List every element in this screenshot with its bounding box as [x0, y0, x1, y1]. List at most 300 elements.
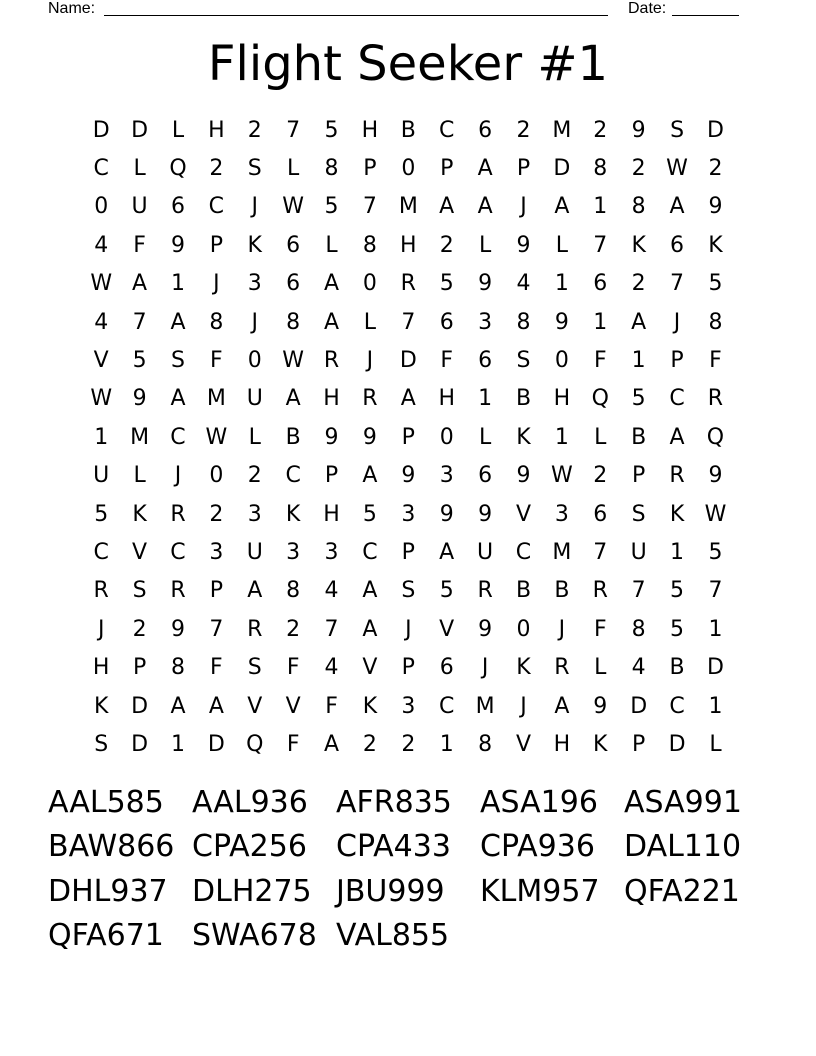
grid-cell: P	[401, 539, 415, 565]
grid-cell: A	[439, 539, 455, 565]
date-label: Date:	[628, 0, 667, 17]
grid-cell: F	[325, 693, 338, 719]
grid-cell: 8	[708, 309, 723, 335]
grid-cell: C	[439, 693, 455, 719]
grid-cell: 8	[286, 309, 301, 335]
grid-cell: 1	[170, 731, 185, 757]
grid-cell: K	[516, 655, 531, 681]
grid-cell: K	[516, 424, 531, 450]
grid-cell: C	[439, 117, 455, 143]
grid-cell: 9	[132, 386, 147, 412]
grid-cell: J	[481, 655, 489, 681]
grid-cell: 4	[324, 655, 339, 681]
grid-cell: F	[593, 348, 607, 374]
grid-cell: Q	[591, 386, 609, 412]
grid-cell: D	[131, 117, 149, 143]
grid-cell: 7	[401, 309, 416, 335]
grid-cell: H	[208, 117, 225, 143]
grid-cell: L	[325, 232, 338, 258]
grid-cell: H	[553, 386, 571, 412]
grid-cell: 9	[170, 616, 185, 642]
grid-cell: J	[366, 348, 374, 374]
grid-cell: 2	[209, 501, 224, 527]
grid-cell: 7	[132, 309, 147, 335]
word-list-item: QFA221	[624, 873, 740, 909]
grid-cell: 2	[362, 731, 377, 757]
word-list-item: SWA678	[192, 918, 317, 954]
grid-cell: 9	[401, 463, 416, 489]
grid-cell: 2	[247, 117, 262, 143]
grid-cell: D	[131, 693, 149, 719]
word-list-item: CPA936	[480, 829, 595, 865]
grid-cell: 6	[439, 309, 454, 335]
grid-cell: W	[282, 194, 305, 220]
grid-cell: 7	[631, 578, 646, 604]
grid-cell: U	[477, 539, 494, 565]
grid-cell: V	[362, 655, 378, 681]
grid-cell: 5	[439, 271, 454, 297]
grid-cell: 5	[324, 117, 339, 143]
grid-cell: 9	[362, 424, 377, 450]
grid-cell: K	[708, 232, 723, 258]
word-list-item: DAL110	[624, 829, 742, 865]
grid-cell: 6	[593, 501, 608, 527]
word-list-item: AAL936	[192, 784, 308, 820]
grid-cell: A	[362, 463, 378, 489]
grid-cell: D	[706, 117, 724, 143]
grid-cell: S	[170, 348, 185, 374]
grid-cell: H	[361, 117, 379, 143]
grid-cell: P	[632, 731, 646, 757]
grid-cell: 9	[593, 693, 608, 719]
word-list-item: QFA671	[48, 918, 164, 954]
grid-cell: R	[247, 616, 263, 642]
grid-cell: M	[552, 539, 572, 565]
grid-cell: U	[246, 386, 263, 412]
grid-cell: F	[709, 348, 722, 374]
grid-cell: R	[323, 348, 340, 374]
grid-cell: 8	[286, 578, 301, 604]
word-list-item: DLH275	[192, 873, 312, 909]
grid-cell: P	[209, 578, 223, 604]
grid-cell: A	[669, 424, 685, 450]
grid-cell: R	[477, 578, 493, 604]
grid-cell: 3	[286, 539, 301, 565]
grid-cell: F	[286, 655, 300, 681]
grid-cell: C	[170, 539, 186, 565]
grid-cell: 6	[670, 232, 685, 258]
grid-cell: P	[132, 655, 147, 681]
grid-cell: A	[247, 578, 263, 604]
word-list-item: KLM957	[480, 873, 600, 909]
grid-cell: J	[558, 616, 566, 642]
grid-cell: P	[632, 463, 646, 489]
grid-cell: A	[669, 194, 685, 220]
grid-cell: 8	[478, 731, 493, 757]
grid-cell: 8	[170, 655, 185, 681]
grid-cell: D	[92, 117, 110, 143]
grid-cell: A	[170, 693, 186, 719]
grid-cell: 5	[631, 386, 646, 412]
grid-cell: L	[478, 232, 492, 258]
grid-cell: A	[362, 616, 378, 642]
grid-cell: 4	[324, 578, 339, 604]
grid-cell: 0	[209, 463, 224, 489]
grid-cell: 5	[439, 578, 454, 604]
grid-cell: 7	[209, 616, 224, 642]
grid-cell: C	[93, 539, 109, 565]
grid-cell: L	[133, 156, 146, 182]
grid-cell: K	[285, 501, 301, 527]
grid-cell: K	[631, 232, 646, 258]
name-field-line	[104, 15, 608, 16]
grid-cell: 3	[247, 271, 262, 297]
grid-cell: 2	[516, 117, 531, 143]
grid-cell: J	[520, 194, 527, 220]
grid-cell: H	[323, 386, 340, 412]
grid-cell: A	[324, 309, 340, 335]
date-field-line	[672, 15, 739, 16]
grid-cell: 9	[516, 232, 531, 258]
grid-cell: A	[554, 194, 570, 220]
grid-cell: 8	[593, 156, 608, 182]
grid-cell: 2	[593, 117, 608, 143]
grid-cell: 1	[478, 386, 493, 412]
grid-cell: 2	[247, 463, 262, 489]
grid-cell: R	[669, 463, 685, 489]
grid-cell: 2	[132, 616, 147, 642]
grid-cell: F	[210, 348, 223, 374]
grid-cell: R	[400, 271, 416, 297]
grid-cell: 6	[439, 655, 454, 681]
worksheet-header	[48, 0, 748, 20]
grid-cell: W	[205, 424, 228, 450]
grid-cell: J	[174, 463, 182, 489]
word-list-item: AAL585	[48, 784, 164, 820]
word-list-item: BAW866	[48, 829, 175, 865]
grid-cell: 7	[362, 194, 377, 220]
word-list-item: DHL937	[48, 873, 168, 909]
grid-cell: 9	[478, 616, 493, 642]
grid-cell: A	[170, 386, 186, 412]
grid-cell: 9	[516, 463, 531, 489]
grid-cell: 0	[516, 616, 531, 642]
grid-cell: 9	[708, 463, 723, 489]
page-title: Flight Seeker #1	[207, 36, 609, 92]
grid-cell: C	[170, 424, 186, 450]
grid-cell: D	[207, 731, 225, 757]
grid-cell: A	[631, 309, 647, 335]
grid-cell: H	[553, 731, 571, 757]
grid-cell: B	[631, 424, 647, 450]
grid-cell: P	[401, 655, 415, 681]
grid-cell: 1	[670, 539, 685, 565]
grid-cell: 1	[708, 693, 723, 719]
grid-cell: 3	[401, 693, 416, 719]
grid-cell: C	[285, 463, 301, 489]
grid-cell: B	[515, 386, 532, 412]
word-list-item: CPA433	[336, 829, 451, 865]
grid-cell: U	[93, 463, 110, 489]
grid-cell: 7	[324, 616, 339, 642]
grid-cell: 3	[478, 309, 493, 335]
grid-cell: W	[282, 348, 305, 374]
grid-cell: A	[170, 309, 186, 335]
grid-cell: P	[324, 463, 339, 489]
grid-cell: F	[593, 616, 607, 642]
grid-cell: V	[515, 501, 532, 527]
grid-cell: K	[93, 693, 109, 719]
grid-cell: 1	[593, 194, 608, 220]
grid-cell: M	[552, 117, 572, 143]
grid-cell: 7	[670, 271, 685, 297]
grid-cell: 3	[401, 501, 416, 527]
grid-cell: L	[287, 156, 300, 182]
grid-cell: 7	[708, 578, 723, 604]
grid-cell: K	[669, 501, 685, 527]
grid-cell: 5	[670, 578, 685, 604]
grid-cell: D	[131, 731, 149, 757]
grid-cell: 3	[439, 463, 454, 489]
grid-cell: 1	[170, 271, 185, 297]
grid-cell: 3	[554, 501, 569, 527]
grid-cell: D	[553, 156, 571, 182]
grid-cell: 2	[593, 463, 608, 489]
grid-cell: 3	[209, 539, 224, 565]
grid-cell: 0	[94, 194, 109, 220]
grid-cell: U	[630, 539, 647, 565]
grid-cell: K	[362, 693, 378, 719]
grid-cell: 0	[401, 156, 416, 182]
grid-cell: P	[670, 348, 684, 374]
grid-cell: A	[324, 271, 340, 297]
grid-cell: L	[363, 309, 377, 335]
grid-cell: W	[551, 463, 573, 489]
grid-cell: H	[438, 386, 455, 412]
grid-cell: A	[285, 386, 301, 412]
grid-cell: A	[132, 271, 148, 297]
grid-cell: L	[594, 424, 607, 450]
grid-cell: 9	[478, 501, 493, 527]
grid-cell: 1	[631, 348, 646, 374]
grid-cell: S	[516, 348, 531, 374]
grid-cell: S	[247, 156, 262, 182]
word-list-item: VAL855	[336, 918, 450, 954]
grid-cell: 2	[439, 232, 454, 258]
grid-cell: W	[90, 386, 113, 412]
grid-cell: H	[323, 501, 340, 527]
grid-cell: D	[668, 731, 686, 757]
grid-cell: 9	[439, 501, 454, 527]
grid-cell: 9	[554, 309, 569, 335]
grid-cell: J	[673, 309, 681, 335]
grid-cell: Q	[706, 424, 725, 450]
grid-cell: C	[93, 156, 109, 182]
grid-cell: R	[93, 578, 109, 604]
grid-cell: A	[324, 731, 340, 757]
grid-cell: 0	[554, 348, 569, 374]
grid-cell: M	[130, 424, 150, 450]
grid-cell: L	[478, 424, 492, 450]
grid-cell: 8	[324, 156, 339, 182]
grid-cell: 8	[631, 616, 646, 642]
word-list-item: ASA196	[480, 784, 598, 820]
grid-cell: 4	[94, 232, 109, 258]
grid-cell: P	[209, 232, 223, 258]
grid-cell: W	[666, 156, 688, 182]
grid-cell: L	[248, 424, 261, 450]
grid-cell: 6	[286, 232, 301, 258]
grid-cell: S	[401, 578, 416, 604]
grid-cell: L	[555, 232, 569, 258]
grid-cell: 2	[209, 156, 224, 182]
grid-cell: S	[247, 655, 262, 681]
grid-cell: S	[631, 501, 646, 527]
grid-cell: 2	[286, 616, 301, 642]
grid-cell: 4	[94, 309, 109, 335]
word-list-item: CPA256	[192, 829, 307, 865]
grid-cell: R	[362, 386, 378, 412]
grid-cell: A	[477, 156, 493, 182]
grid-cell: 6	[286, 271, 301, 297]
grid-cell: W	[90, 271, 113, 297]
grid-cell: 5	[708, 539, 723, 565]
grid-cell: V	[285, 693, 301, 719]
grid-cell: 6	[478, 463, 493, 489]
grid-cell: C	[208, 194, 225, 220]
grid-cell: L	[594, 655, 607, 681]
grid-cell: J	[251, 194, 258, 220]
grid-cell: R	[592, 578, 608, 604]
grid-cell: V	[93, 348, 109, 374]
grid-cell: 1	[593, 309, 608, 335]
grid-cell: F	[133, 232, 146, 258]
grid-cell: B	[285, 424, 301, 450]
grid-cell: D	[706, 655, 724, 681]
grid-cell: K	[593, 731, 608, 757]
grid-cell: 9	[478, 271, 493, 297]
grid-cell: 7	[593, 232, 608, 258]
grid-cell: A	[439, 194, 455, 220]
grid-cell: 4	[516, 271, 531, 297]
grid-cell: Q	[169, 156, 187, 182]
grid-cell: F	[210, 655, 223, 681]
grid-cell: 2	[631, 271, 646, 297]
grid-cell: 8	[209, 309, 224, 335]
grid-cell: 5	[132, 348, 147, 374]
grid-cell: V	[132, 539, 148, 565]
word-list-item: AFR835	[336, 784, 452, 820]
grid-cell: R	[707, 386, 724, 412]
grid-cell: M	[475, 693, 495, 719]
grid-cell: D	[630, 693, 648, 719]
grid-cell: Q	[246, 731, 264, 757]
grid-cell: V	[247, 693, 263, 719]
grid-cell: B	[400, 117, 416, 143]
grid-cell: C	[669, 386, 685, 412]
grid-cell: P	[401, 424, 415, 450]
grid-cell: 6	[170, 194, 185, 220]
grid-cell: R	[170, 501, 186, 527]
grid-cell: 8	[362, 232, 377, 258]
grid-cell: A	[554, 693, 570, 719]
grid-cell: 1	[708, 616, 723, 642]
grid-cell: 8	[516, 309, 531, 335]
grid-cell: 7	[286, 117, 301, 143]
word-list	[48, 780, 768, 958]
grid-cell: 9	[324, 424, 339, 450]
grid-cell: 6	[478, 348, 493, 374]
grid-cell: S	[132, 578, 147, 604]
grid-cell: 3	[324, 539, 339, 565]
grid-cell: 6	[478, 117, 493, 143]
grid-cell: S	[94, 731, 109, 757]
grid-cell: 8	[631, 194, 646, 220]
grid-cell: P	[363, 156, 377, 182]
grid-cell: V	[439, 616, 455, 642]
grid-cell: K	[247, 232, 262, 258]
grid-cell: R	[170, 578, 186, 604]
grid-cell: M	[398, 194, 418, 220]
grid-cell: A	[362, 578, 378, 604]
grid-cell: 7	[593, 539, 608, 565]
grid-cell: K	[132, 501, 147, 527]
name-label: Name:	[48, 0, 96, 17]
grid-cell: L	[133, 463, 146, 489]
grid-cell: A	[208, 693, 224, 719]
word-list-item: ASA991	[624, 784, 742, 820]
grid-cell: J	[251, 309, 258, 335]
grid-cell: 0	[362, 271, 377, 297]
grid-cell: H	[400, 232, 417, 258]
grid-cell: V	[515, 731, 532, 757]
grid-cell: J	[405, 616, 412, 642]
grid-cell: 1	[554, 424, 569, 450]
grid-cell: 6	[593, 271, 608, 297]
grid-cell: 9	[170, 232, 185, 258]
grid-cell: P	[440, 156, 454, 182]
grid-cell: W	[704, 501, 727, 527]
grid-cell: B	[669, 655, 685, 681]
grid-cell: 5	[324, 194, 339, 220]
grid-cell: H	[92, 655, 110, 681]
grid-cell: C	[362, 539, 378, 565]
grid-cell: J	[213, 271, 220, 297]
grid-cell: 1	[554, 271, 569, 297]
grid-cell: 5	[670, 616, 685, 642]
grid-cell: 1	[439, 731, 454, 757]
grid-cell: 5	[362, 501, 377, 527]
grid-cell: F	[440, 348, 454, 374]
grid-cell: A	[477, 194, 493, 220]
grid-cell: 5	[708, 271, 723, 297]
grid-cell: S	[670, 117, 685, 143]
grid-cell: 2	[631, 156, 646, 182]
grid-cell: C	[669, 693, 685, 719]
grid-cell: J	[97, 616, 105, 642]
grid-cell: 3	[247, 501, 262, 527]
grid-cell: L	[171, 117, 185, 143]
grid-cell: D	[399, 348, 417, 374]
grid-cell: L	[709, 731, 722, 757]
grid-cell: 9	[631, 117, 646, 143]
grid-cell: U	[131, 194, 148, 220]
grid-cell: A	[400, 386, 416, 412]
grid-cell: 5	[94, 501, 109, 527]
grid-cell: 0	[247, 348, 262, 374]
word-list-item: JBU999	[336, 873, 445, 909]
grid-cell: P	[516, 156, 531, 182]
